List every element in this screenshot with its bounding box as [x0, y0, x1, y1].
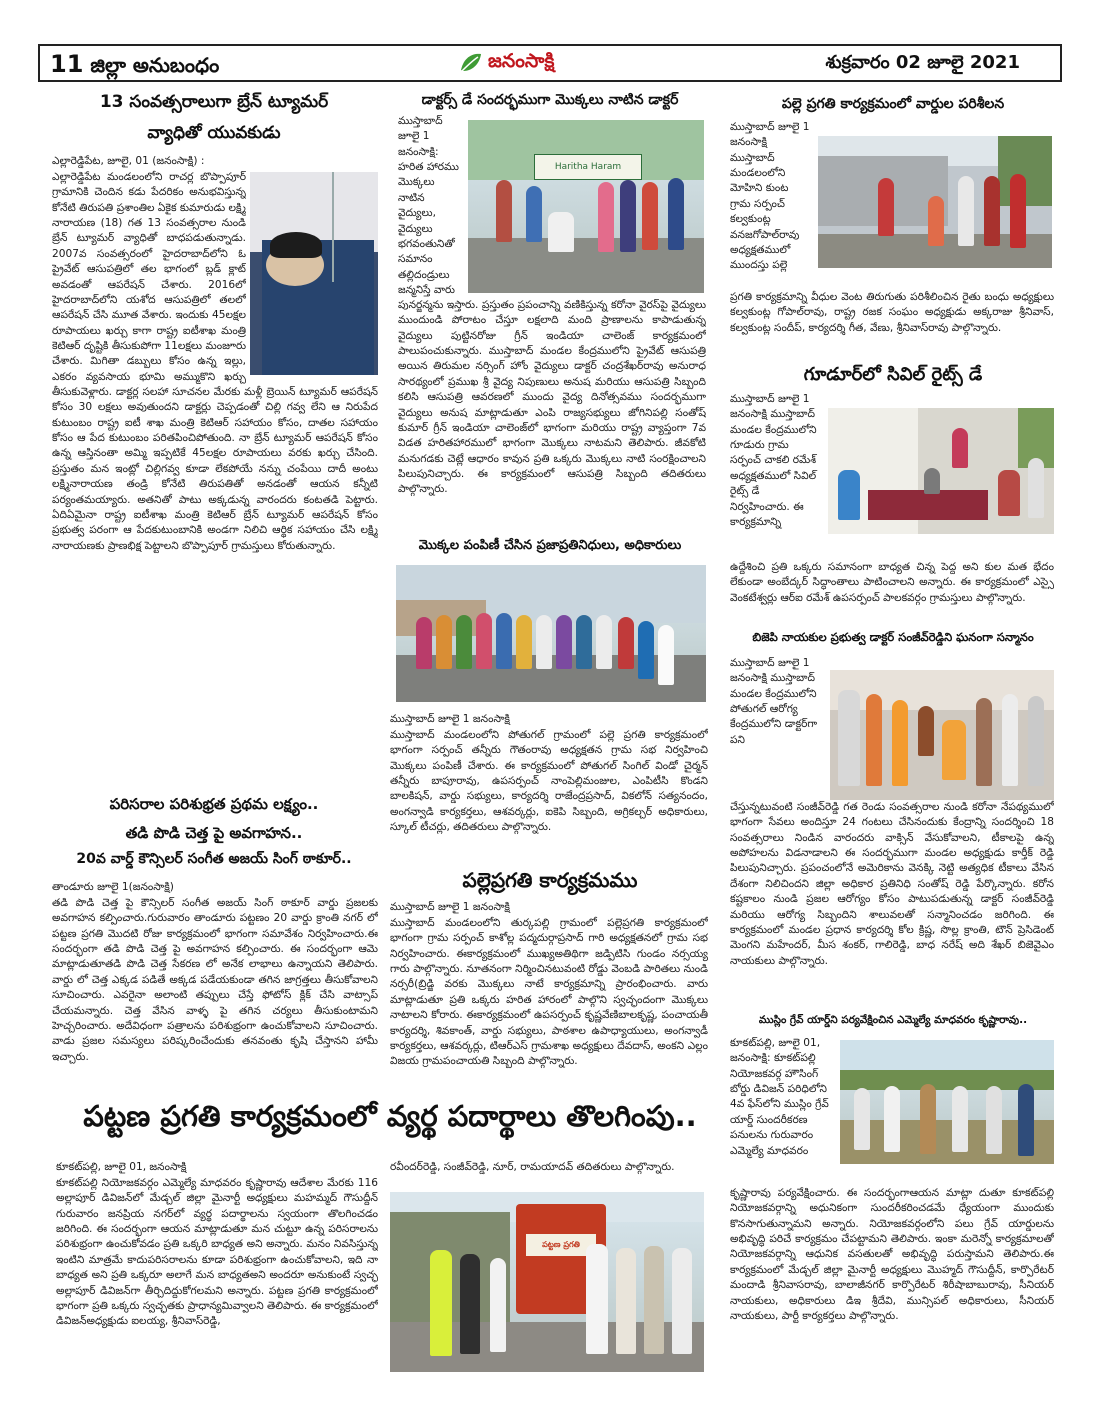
article-plant-distribution — [390, 538, 710, 554]
article-civil-rights-day — [728, 364, 1058, 387]
dateline: ఎల్లారెడ్డిపేట, జూలై, 01 (జనంసాక్షి) : — [52, 155, 205, 167]
article-doctor-felicitation — [728, 630, 1058, 644]
headline-line-2: వ్యాధితో యువకుడు — [147, 123, 281, 144]
page-number: 11 — [50, 50, 84, 78]
grave-yard-visit-photo — [840, 1040, 1054, 1164]
headline: పరిసరాల పరిశుభ్రత ప్రథమ లక్ష్యం.. — [109, 795, 319, 813]
waste-removal-photo — [390, 1192, 704, 1372]
article-body: ఉద్దేశించి ప్రతి ఒక్కరు సమానంగా బాధ్యత చిన్న పెద్ద అని కుల మత భేదం లేకుండా అంబేద్కర్ సిద్ధాంతాలు పాటించాలని అన్నారు. ఈ కార్యక్రమంలో ఎస్సై వెంకటేశ్వర్లు ఆర్‌ఐ రమేశ్ ఉపసర్పంచ్ పాలకవర్గం గ్రామస్తులు పాల్గొన్నారు. — [730, 561, 1054, 604]
article-cleanliness — [48, 795, 380, 868]
newspaper-logo — [458, 48, 612, 78]
article-waste-removal — [50, 1098, 730, 1134]
headline: డాక్టర్స్ డే సందర్భముగా మొక్కలు నాటిన డాక్టర్ — [421, 92, 679, 108]
headline: 13 సంవత్సరాలుగా బ్రేన్ ట్యూమర్ — [99, 92, 329, 112]
logo-text: జనంసాక్షి — [488, 49, 555, 72]
article-body: కృష్ణారావు పర్యవేక్షించారు. ఈ సందర్భంగాఆయన మాట్లా దుతూ కూకట్‌పల్లి నియోజకవర్గాన్ని అధునికంగా సుందరీకరించడమే ధ్యేయంగా ముందుకు కొనసాగుతున్నామని అన్నారు. నియోజకవర్గంలోని పలు గ్రేవ్ యార్డులను అభివృద్ధి పరిచే కార్యక్రమం చేపట్టామని తెలిపారు. ఇంకా మరెన్నో కార్యక్రమాలతో నియోజకవర్గాన్ని ఆధునిక వసతులతో అభివృద్ధి పరుస్తామని తెలిపారు.ఈ కార్యక్రమంలో మేడ్చల్ జిల్లా మైనార్టీ అధ్యక్షులు మొహ్మద్ గౌసుద్దీన్, కార్పొరేటర్ మందాడి శ్రీనివాసరావు, బాలాజీనగర్ కార్పొరేటర్ శిరీషాబాబురావు, సీనియర్ నాయకులు, అధికారులు డిఇ శ్రీదేవి, మున్సిపల్ అధికారులు, సీనియర్ నాయకులు, పార్టీ కార్యకర్తలు పాల్గొన్నారు. — [730, 1187, 1054, 1322]
article-intro: ముస్తాబాద్ జూలై 1 జనంసాక్షి: హరిత హారము మొక్కలు నాటిన వైద్యులు, వైద్యులు భగవంతునితో సమానం తల్లిదండ్రులు జన్మనిస్తే వారు — [398, 115, 459, 296]
headline-line-3: 20వ వార్డ్ కౌన్సిలర్ సంగీత అజయ్ సింగ్ ఠాకూర్.. — [76, 850, 352, 867]
masthead — [38, 44, 1062, 82]
section-name: జిల్లా అనుబంధం — [90, 53, 220, 77]
article-body: పునర్జన్మను ఇస్తారు. ప్రస్తుతం ప్రపంచాన్ని వణికిస్తున్న కరోనా వైరస్‌పై వైద్యులు ముందుండి పోరాటం చేస్తూ లక్షలాది మంది ప్రాణాలను కాపాడుతున్న వైద్యులు పుట్టినరోజు గ్రీన్ ఇండియా చాలెంజ్ కార్యక్రమంలో పాలుపంచుకున్నారు. ముస్తాబాద్ మండల కేంద్రములోని ప్రైవేట్ ఆసుపత్రి అయిన తిరుమల నర్సింగ్ హోం వైద్యులు డాక్టర్ చంద్రశేఖర్‌రావు అనురాధ సారథ్యంలో ప్రముఖ శ్రీ వైద్య నిపుణులు అనుష మరియు ఆసుపత్రి సిబ్బంది కలిసి ఆసుపత్రి ఆవరణలో ముందు వైద్య దినోత్సవము సందర్భముగా వైద్యులు అనుష మాట్లాడుతూ ఎంపి రాజ్యసభ్యులు జోగినిపల్లి సంతోష్ కుమార్ గ్రీన్ ఇండియా చాలెంజ్‌లో భాగంగా మరియు రాష్ట్ర వ్యాప్తంగా 7వ విడత హరితహారములో భాగంగా మొక్కలు నాటమని తెలిపారు. జీవకోటి మనుగడకు చెట్లే ఆధారం కావున ప్రతి ఒక్కరు మొక్కలు నాటి సంరక్షించాలని పిలుపునిచ్చారు. ఈ కార్యక్రమంలో ఆసుపత్రి సిబ్బంది తదితరులు పాల్గొన్నారు. — [398, 299, 706, 496]
issue-date: శుక్రవారం 02 జూలై 2021 — [825, 52, 1020, 73]
headline: పల్లెప్రగతి కార్యక్రమము — [462, 868, 638, 892]
banner: Haritha Haram — [534, 154, 642, 180]
article-intro: కూకట్‌పల్లి, జూలై 01, జనంసాక్షి: కూకట్‌పల్లి నియోజకవర్గ హౌసింగ్ బోర్డు డివిజన్ పరిధిలోని 4వ ఫేస్‌లోని ముస్లిం గ్రేవ్ యార్డ్ సుందరీకరణ పనులను గురువారం ఎమ్మెల్యే మాధవరం — [730, 1037, 829, 1157]
plant-distribution-photo — [396, 565, 706, 702]
dateline: ముస్తాబాద్ జూలై 1 జనంసాక్షి — [390, 901, 510, 913]
truck: పట్టణ ప్రగతి — [516, 1204, 606, 1314]
dateline: కూకట్‌పల్లి, జూలై 01, జనంసాక్షి — [56, 1161, 187, 1173]
felicitation-photo — [830, 670, 1054, 800]
tree-planting-photo — [468, 120, 704, 293]
article-brain-tumor — [48, 92, 380, 145]
ward-inspection-photo — [818, 136, 1052, 268]
headline: ముస్లిం గ్రేవ్ యార్డ్‌ని పర్యవేక్షించిన ఎమ్మెల్యే మాధవరం కృష్ణారావు.. — [758, 1014, 1028, 1026]
article-body-continued: తీసుకువెళ్లారు. డాక్టర్ల సలహా సూచనల మేరకు మళ్లీ బ్రెయిన్ ట్యూమర్ ఆపరేషన్ కోసం 30 లక్షలు అవుతుందని డాక్టర్లు చెప్పడంతో చిల్లి గవ్వ లేని ఆ నిరుపేద కుటుంబం రాష్ట్ర ఐటీ శాఖ మంత్రి కెటిఆర్ సహాయం కోసం, దాతల సహాయం కోసం ఆ పేద కుటుంబం పరితపించిపోతుంది. నా బ్రేన్ ట్యూమర్ ఆపరేషన్ కోసం ఉన్న ఆస్తినంతా అమ్మి ఇప్పటికే 45లక్షల రూపాయలు వరకు ఖర్చు చేసింది. ప్రస్తుతం మన ఇంట్లో చిల్లిగవ్వ కూడా లేకపోయే నన్ను చంపేయి దాదీ అంటు లక్ష్మినారాయణ తండ్రి కోనేటి తిరుపతితో అనడంతో ఆయన కన్నీటి పర్యంతమయ్యారు. అతనితో పాటు అక్కడున్న వారందరు కంటతడి పెట్టారు. ఏదిఏమైనా రాష్ట్ర ఐటీశాఖ మంత్రి కెటిఆర్ బ్రేన్ ట్యూమర్ ఆపరేషన్ కోసం ప్రభుత్వ పరంగా ఆ పేదకుటుంబానికి అండగా నిలిచి ఆర్థిక సహాయం చేసి లక్ష్మి నారాయణకు ప్రాణభిక్ష పెట్టాలని బొప్పాపూర్ గ్రామస్తులు కోరుతున్నారు. — [52, 386, 378, 552]
article-grave-yard — [728, 1014, 1058, 1027]
article-body: తడి పొడి చెత్త పై కౌన్సిలర్ సంగీత అజయ్ సింగ్ ఠాకూర్ వార్డు ప్రజలకు అవగాహన కల్పించారు.గురువారం తాండూరు పట్టణం 20 వార్డు క్రాంతి నగర్ లో పట్టణ ప్రగతి మొదటి రోజు కార్యక్రమంలో భాగంగా సమావేశం నిర్వహించారు.ఈ సందర్భంగా తడి పొడి చెత్త పై అవగాహన కల్పించారు. ఈ సందర్భంగా ఆమె మాట్లాడుతూతడి పొడి చెత్త సేకరణ లో అనేక లాభాలు ఉన్నాయని తెలిపారు. వార్డు లో చెత్త ఎక్కడ పడితే అక్కడ పడేయకుండా తగిన జాగ్రత్తలు తీసుకోవాలని సూచించారు. ఎవరైనా అలాంటి తప్పులు చేస్తే ఫోటోస్ క్లిక్ చేసి వాట్సాప్ చేయమన్నారు. చెత్త వేసిన వాళ్ళ పై తగిన చర్యలు తీసుకుంటామని హెచ్చరించారు. అదేవిధంగా పత్రాలను పరిశుభ్రంగా ఉంచుకోవాలని సూచించారు. వాడు ప్రజల సమస్యలు పరిష్కరించేందుకు తనవంతు కృషి చేస్తానని హామీ ఇచ్చారు. — [52, 897, 378, 1063]
headline: పల్లె ప్రగతి కార్యక్రమంలో వార్డుల పరిశీలన — [781, 96, 1005, 112]
article-intro: ముస్తాబాద్ జూలై 1 జనంసాక్షి ముస్తాబాద్ మండల కేంద్రములోని గూడురు గ్రామ సర్పంచ్ చాకలి రమేశ్ అధ్యక్షతములో సివిల్ రైట్స్ డే నిర్వహించారు. ఈ కార్యక్రమాన్ని — [730, 393, 817, 528]
leaf-icon — [458, 50, 484, 76]
article-ward-inspection — [728, 96, 1058, 114]
headline: మొక్కల పంపిణీ చేసిన ప్రజాప్రతినిధులు, అధికారులు — [418, 538, 682, 553]
headline-line-2: తడి పొడి చెత్త పై అవగాహన.. — [125, 823, 303, 842]
article-body: ప్రగతి కార్యక్రమాన్ని వీధుల వెంట తిరుగుతు పరిశీలించిన రైతు బంధు అధ్యక్షులు కల్వకుంట్ల గోపాల్‌రావు, రాష్ట్ర రజక సంఘం అధ్యక్షుడు అక్కరాజు శ్రీనివాస్, కల్వకుంట్ల సందీప్, కార్యదర్శి గీత, వేణు, శ్రీనివాస్‌రావు పాల్గొన్నారు. — [730, 291, 1054, 334]
article-body: చేస్తున్నటువంటి సంజీవ్‌రెడ్డి గత రెండు సంవత్సరాల నుండి కరోనా నేపథ్యములో భాగంగా సేవలు అందిస్తూ 24 గంటలు చేసినందుకు కేంద్రాన్ని సందర్శించి 18 సంవత్సరాలు నిండిన వారందరు వాక్సిన్ వేసుకోవాలని, టీకాలపై ఉన్న అపోహలను విడనాడాలని ఈ సందర్భముగా మండల అధ్యక్షుడు కార్తీక్ రెడ్డి పిలుపునిచ్చారు. ప్రపంచంలోనే అమెరికాను వెనక్కి నెట్టి అత్యధిక టీకాలు వేసిన దేశంగా నిలిచిందని జిల్లా అధికార ప్రతినిధి సంతోష్ రెడ్డి పేర్కొన్నారు. కరోన కష్టకాలం నుండి ప్రజల ఆరోగ్యం కోసం పాటుపడుతున్న డాక్టర్ సంజీవ్‌రెడ్డి మరియు ఆరోగ్య సిబ్బందిని శాలువలతో సన్మానించడం జరిగింది. ఈ కార్యక్రమంలో మండల ప్రధాన కార్యదర్శి కోల క్రిష్ణ, సొల్ల క్రాంతి, టౌన్ ప్రెసిడెంట్ మెంగని మహేందర్, మీస శంకర్, గాలిరెడ్డి, బాధ నరేష్ అది శేఖర్ బిజెవైఎం నాయకులు పాల్గొన్నారు. — [730, 801, 1054, 967]
article-intro: ముస్తాబాద్ జూలై 1 జనంసాక్షి ముస్తాబాద్ మండల కేంద్రములోని పోతుగల్ ఆరోగ్య కేంద్రములోని డాక్టర్‌గా పని — [730, 657, 818, 746]
article-body: ముస్తాబాద్ మండలంలోని పోతుగల్ గ్రామంలో పల్లె ప్రగతి కార్యక్రమంలో భాగంగా సర్పంచ్ తన్నీరు గౌతంరావు అధ్యక్షతన గ్రామ సభ నిర్వహించి మొక్కలు పంపిణీ చేశారు. ఈ కార్యక్రమంలో పోతుగల్ సింగిల్ విండో చైర్మన్ తన్నీరు బాపూరావు, ఉపసర్పంచ్ నాంపెల్లిమంజుల, ఎంపిటీసి కొండని బాలకిషన్, వార్డు సభ్యులు, కార్యదర్శి రాజేంద్రప్రసాద్, వికలోన్ సత్యనందం, అంగన్వాడి కార్యకర్తలు, ఆశవర్కర్లు, ఐకెపి సిబ్బంది, అగ్రికల్చర్ అధికారులు, స్కూల్ టీచర్లు, తదితరులు పాల్గొన్నారు. — [390, 729, 708, 834]
civil-rights-meeting-photo — [828, 408, 1054, 534]
article-doctors-day — [390, 92, 710, 110]
article-body: కూకట్‌పల్లి నియోజకవర్గం ఎమ్మెల్యే మాధవరం కృష్ణారావు ఆదేశాల మేరకు 116 అల్లాపూర్ డివిజన్‌లో మేడ్చల్ జిల్లా మైనార్టీ అధ్యక్షులు మహమ్మద్ గౌసుద్దీన్ గురువారం జనప్రియ నగర్‌లో వ్యర్థ పదార్థాలను స్వయంగా తొలగించడం జరిగింది. ఈ సందర్భంగా ఆయన మాట్లాడుతూ మన చుట్టూ ఉన్న పరిసరాలను పరిశుభ్రంగా ఉంచుకోవడం ప్రతి ఒక్కరి బాధ్యత అని అన్నారు. మనం నివసిస్తున్న ఇంటిని మాత్రమే కాదుపరిసరాలను కూడా పరిశుభ్రంగా ఉంచుకోవాలని, ఇది నా బాధ్యత అని ప్రతి ఒక్కరూ అలాగే మన బాధ్యతఅని అందరూ అనుకుంటే స్వచ్ఛ అల్లాపూర్ డివిజన్‌గా తీర్చిదిద్దుకోగలమని అన్నారు. పట్టణ ప్రగతి కార్యక్రమంలో భాగంగా ప్రతి ఒక్కరు స్వచ్ఛతకు ప్రాధాన్యమివ్వాలని తెలిపారు. ఈ కార్యక్రమంలో డివిజన్‌అధ్యక్షుడు ఐలయ్య, శ్రీనివాస్‌రెడ్డి, — [56, 1177, 378, 1328]
patient-photo — [250, 172, 378, 375]
headline: గూడూర్‌లో సివిల్ రైట్స్ డే — [803, 364, 983, 385]
dateline: తాండూరు జూలై 1(జనంసాక్షి) — [52, 881, 174, 893]
article-body: ఎల్లారెడ్డిపేట మండలంలోని రాచర్ల బొప్పాపూర్ గ్రామానికి చెందిన కడు పేదరికం అనుభవిస్తున్న కోనేటి తిరుపతి ప్రశాంతిల ఏకైక కుమారుడు లక్ష్మి నారాయణ (18) గత 13 సంవత్సరాల నుండి బ్రేన్ ట్యూమర్ వ్యాధితో బాధపడుతున్నాడు. 2007వ సంవత్సరంలో హైదరాబాద్‌లోని ఓ ప్రైవేట్ ఆసుపత్రిలో తల భాగంలో బ్లడ్ క్లాట్ అవడంతో ఆపరేషన్ చేశారు. 2016లో హైదరాబాద్‌లోని యశోద ఆసుపత్రిలో తలలో ఆపరేషన్ చేసి మూత వేశారు. ఇందుకు 45లక్షల రూపాయలు ఖర్చు కాగా రాష్ట్ర ఐటీశాఖ మంత్రి కెటిఆర్ దృష్టికి తీసుకుపోగా 11లక్షలు మంజూరు చేశారు. మిగితా డబ్బులు కోసం ఉన్న ఇల్లు, ఎకరం వ్యవసాయ భూమి అమ్ముకొని ఖర్చు — [52, 171, 246, 383]
dateline: ముస్తాబాద్ జూలై 1 జనంసాక్షి — [390, 713, 510, 725]
article-palle-pragathi — [390, 868, 710, 893]
article-body-continued: రవీందర్‌రెడ్డి, సంజీవ్‌రెడ్డి, నూర్, రామయాదవ్ తదితరులు పాల్గొన్నారు. — [390, 1161, 675, 1173]
article-body: ముస్తాబాద్ మండలంలోని తుర్కపల్లి గ్రామంలో పల్లెప్రగతి కార్యక్రమంలో భాగంగా గ్రామ సర్పంచ్ కాశోల్ల పద్మదుర్గాప్రసాద్ గారి అధ్యక్షతనలో గ్రామ సభ నిర్వహించారు. ఈకార్యక్రమంలో ముఖ్యఅతిథిగా జడ్పిటిసి గుండం నర్సయ్య గారు పాల్గొన్నారు. నూతనంగా నిర్మించినటువంటి రోడ్డు వెంబడి పారితలు నుండి నర్సరీ(బ్రిడ్జి వరకు మొక్కలు నాటే కార్యక్రమాన్ని ప్రారంభించారు. వారు మాట్లాడుతూ ప్రతి ఒక్కరు హరిత హారంలో పాల్గొని స్వచ్ఛందంగా మొక్కలు నాటాలని కోరారు. ఈకార్యక్రమంలో ఉపసర్పంచ్ కృష్ణవేణిబాలకృష్ణ, పంచాయతీ కార్యదర్శి, శివకాంత్, వార్డు సభ్యులు, పాఠశాల ఉపాధ్యాయులు, అంగన్వాడీ కార్యకర్తలు, ఆశవర్కర్లు, టిఆర్ఎస్ గ్రామశాఖ అధ్యక్షులు దేవదాస్, అంకని ఎల్లం విజయ గ్రామపంచాయతి సిబ్బంది పాల్గొన్నారు. — [390, 917, 708, 1068]
page-header-left — [50, 50, 219, 82]
article-intro: ముస్తాబాద్ జూలై 1 జనంసాక్షి ముస్తాబాద్ మండలంలోని మోహిని కుంట గ్రామ సర్పంచ్ కల్వకుంట్ల వనజగోపాల్‌రావు అధ్యక్షతములో ముందస్తు పల్లె — [730, 121, 810, 272]
headline: పట్టణ ప్రగతి కార్యక్రమంలో వ్యర్థ పదార్థాలు తొలగింపు.. — [83, 1099, 697, 1133]
headline: బిజెపి నాయకుల ప్రభుత్వ డాక్టర్ సంజీవ్‌రెడ్డిని ఘనంగా సన్మానం — [752, 630, 1034, 644]
